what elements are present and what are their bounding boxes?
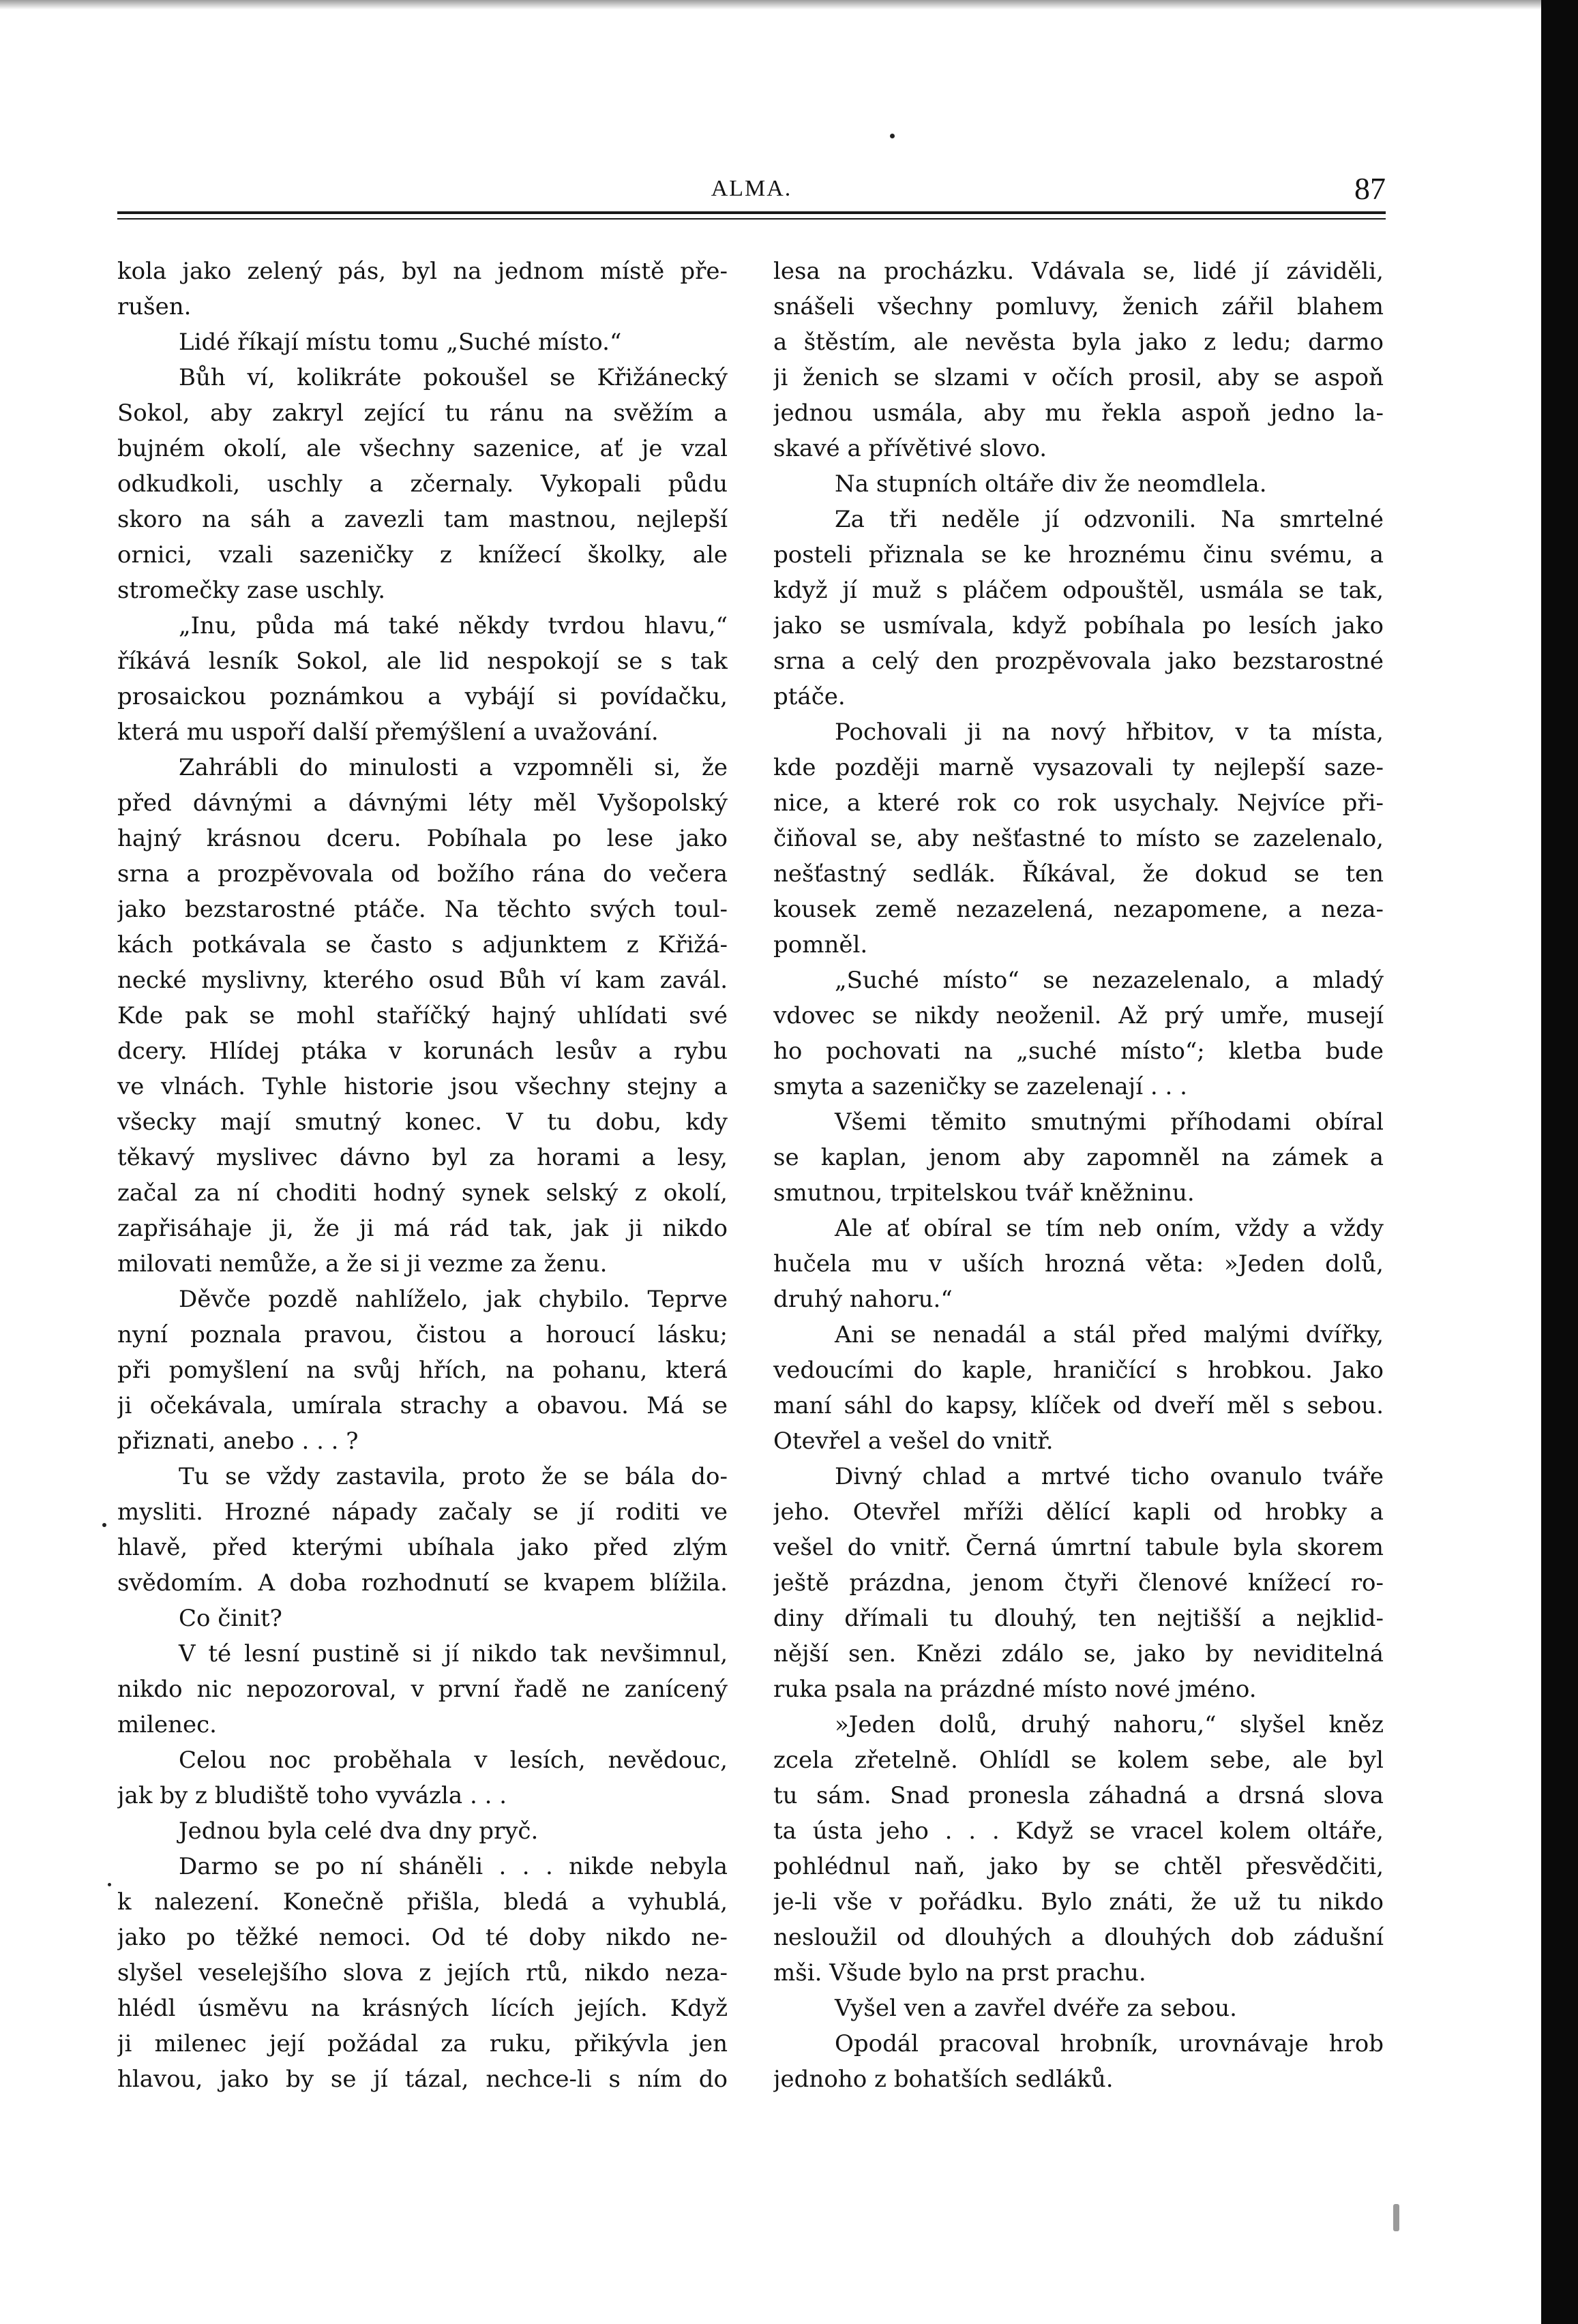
text-line: ji očekávala, umírala strachy a obavou. Má se xyxy=(117,1392,728,1419)
text-line: hlédl úsměvu na krásných lících jejích. Když xyxy=(117,1995,728,2022)
header-rule-thin xyxy=(117,218,1386,220)
text-line: Darmo se po ní sháněli . . . nikde nebyla xyxy=(179,1853,728,1880)
scan-top-edge xyxy=(0,0,1578,10)
text-line: Tu se vždy zastavila, proto že se bála do- xyxy=(179,1463,728,1490)
right-column xyxy=(773,254,1384,2097)
left-column xyxy=(117,254,728,2097)
text-line: Na stupních oltáře div že neomdlela. xyxy=(835,470,1267,498)
text-line: hajný krásnou dceru. Pobíhala po lese jako xyxy=(117,825,728,852)
text-line: Ani se nenadál a stál před malými dvířky, xyxy=(835,1321,1384,1348)
text-line: diny dřímali tu dlouhý, ten nejtišší a nejklid- xyxy=(773,1605,1384,1632)
text-line: pomněl. xyxy=(773,931,868,959)
text-line: Bůh ví, kolikráte pokoušel se Křižánecký xyxy=(179,364,728,391)
text-line: Divný chlad a mrtvé ticho ovanulo tváře xyxy=(835,1463,1384,1490)
text-line: Otevřel a vešel do vnitř. xyxy=(773,1428,1054,1455)
text-line: nější sen. Knězi zdálo se, jako by neviditelná xyxy=(773,1640,1384,1667)
text-line: k nalezení. Konečně přišla, bledá a vyhublá, xyxy=(117,1888,728,1916)
text-line: posteli přiznala se ke hroznému činu svému, a xyxy=(773,541,1384,569)
text-line: se kaplan, jenom aby zapomněl na zámek a xyxy=(773,1144,1384,1171)
scan-speck xyxy=(890,134,895,138)
text-line: jako se usmívala, když pobíhala po lesích jako xyxy=(773,612,1384,639)
text-line: Ale ať obíral se tím neb oním, vždy a vždy xyxy=(835,1215,1384,1242)
text-line: Celou noc proběhala v lesích, nevědouc, xyxy=(179,1747,728,1774)
text-line: při pomyšlení na svůj hřích, na pohanu, která xyxy=(117,1357,728,1384)
text-line: Za tři neděle jí odzvonili. Na smrtelné xyxy=(835,506,1384,533)
text-line: odkudkoli, uschly a zčernaly. Vykopali půdu xyxy=(117,470,728,498)
scan-right-edge xyxy=(1541,0,1578,2324)
text-line: vedoucími do kaple, hraničící s hrobkou. Jako xyxy=(773,1357,1384,1384)
text-line: kousek země nezazelená, nezapomene, a neza- xyxy=(773,896,1384,923)
text-line: ji ženich se slzami v očích prosil, aby se aspoň xyxy=(773,364,1384,391)
text-line: bujném okolí, ale všechny sazenice, ať je vzal xyxy=(117,435,728,462)
text-line: těkavý myslivec dávno byl za horami a lesy, xyxy=(117,1144,728,1171)
text-line: nikdo nic nepozoroval, v první řadě ne zanícený xyxy=(117,1676,728,1703)
text-line: pohlédnul naň, jako by se chtěl přesvědčiti, xyxy=(773,1853,1384,1880)
text-line: srna a prozpěvovala od božího rána do večera xyxy=(117,860,728,888)
text-line: »Jeden dolů, druhý nahoru,“ slyšel kněz xyxy=(835,1711,1384,1738)
text-line: skoro na sáh a zavezli tam mastnou, nejlepší xyxy=(117,506,728,533)
text-line: když jí muž s pláčem odpouštěl, usmála se tak, xyxy=(773,577,1384,604)
text-line: rušen. xyxy=(117,293,192,320)
text-line: lesa na procházku. Vdávala se, lidé jí záviděli, xyxy=(773,258,1384,285)
text-line: jednou usmála, aby mu řekla aspoň jedno la- xyxy=(773,399,1384,427)
text-line: zapřisáhaje ji, že ji má rád tak, jak ji nikdo xyxy=(117,1215,728,1242)
text-line: Opodál pracoval hrobník, urovnávaje hrob xyxy=(835,2030,1384,2057)
text-line: Vyšel ven a zavřel dvéře za sebou. xyxy=(835,1995,1237,2022)
scan-speck xyxy=(102,1523,106,1527)
text-line: jak by z bludiště toho vyvázla . . . xyxy=(117,1782,507,1809)
text-line: smutnou, trpitelskou tvář kněžninu. xyxy=(773,1179,1195,1207)
text-line: Kde pak se mohl staříčký hajný uhlídati své xyxy=(117,1002,728,1029)
text-line: všecky mají smutný konec. V tu dobu, kdy xyxy=(117,1108,728,1136)
text-line: slyšel veselejšího slova z jejích rtů, nikdo neza- xyxy=(117,1959,728,1987)
text-line: nešťastný sedlák. Říkával, že dokud se ten xyxy=(773,860,1384,888)
text-line: Jednou byla celé dva dny pryč. xyxy=(179,1817,539,1845)
text-line: hučela mu v uších hrozná věta: »Jeden dolů, xyxy=(773,1250,1384,1278)
text-line: Lidé říkají místu tomu „Suché místo.“ xyxy=(179,329,622,356)
text-line: necké myslivny, kterého osud Bůh ví kam zavál. xyxy=(117,967,728,994)
text-line: mysliti. Hrozné nápady začaly se jí roditi ve xyxy=(117,1498,728,1526)
header-rule-thick xyxy=(117,211,1386,214)
text-line: mši. Všude bylo na prst prachu. xyxy=(773,1959,1146,1987)
text-line: která mu uspoří další přemýšlení a uvažování. xyxy=(117,719,659,746)
text-line: vešel do vnitř. Černá úmrtní tabule byla skorem xyxy=(773,1534,1384,1561)
text-line: a štěstím, ale nevěsta byla jako z ledu; darmo xyxy=(773,329,1384,356)
text-line: V té lesní pustině si jí nikdo tak nevšimnul, xyxy=(179,1640,728,1667)
text-line: začal za ní choditi hodný synek selský z okolí, xyxy=(117,1179,728,1207)
text-line: hlavě, před kterými ubíhala jako před zlým xyxy=(117,1534,728,1561)
text-line: Co činit? xyxy=(179,1605,282,1632)
text-line: ta ústa jeho . . . Když se vracel kolem oltáře, xyxy=(773,1817,1384,1845)
text-line: milenec. xyxy=(117,1711,217,1738)
text-line: druhý nahoru.“ xyxy=(773,1286,953,1313)
text-line: maní sáhl do kapsy, klíček od dveří měl s sebou. xyxy=(773,1392,1384,1419)
text-line: ještě prázdna, jenom čtyři členové knížecí ro- xyxy=(773,1569,1384,1597)
text-line: je-li vše v pořádku. Bylo znáti, že už tu nikdo xyxy=(773,1888,1384,1916)
text-line: jako bezstarostné ptáče. Na těchto svých toul- xyxy=(117,896,728,923)
text-line: skavé a přívětivé slovo. xyxy=(773,435,1047,462)
text-line: „Suché místo“ se nezazelenalo, a mladý xyxy=(835,967,1384,994)
text-line: ve vlnách. Tyhle historie jsou všechny stejny a xyxy=(117,1073,728,1100)
text-line: čiňoval se, aby nešťastné to místo se zazelenalo, xyxy=(773,825,1384,852)
text-line: nyní poznala pravou, čistou a horoucí lásku; xyxy=(117,1321,728,1348)
scan-speck xyxy=(1393,2204,1399,2231)
text-line: srna a celý den prozpěvovala jako bezstarostné xyxy=(773,648,1384,675)
page-number: 87 xyxy=(1354,171,1386,206)
scan-speck xyxy=(108,1883,111,1886)
text-line: svědomím. A doba rozhodnutí se kvapem blížila. xyxy=(117,1569,728,1597)
text-line: kola jako zelený pás, byl na jednom místě pře- xyxy=(117,258,728,285)
text-line: ptáče. xyxy=(773,683,846,710)
text-line: říkává lesník Sokol, ale lid nespokojí se s tak xyxy=(117,648,728,675)
text-line: jeho. Otevřel mříži dělící kapli od hrobky a xyxy=(773,1498,1384,1526)
text-line: ruka psala na prázdné místo nové jméno. xyxy=(773,1676,1257,1703)
text-line: hlavou, jako by se jí tázal, nechce-li s ním do xyxy=(117,2066,728,2093)
text-line: nice, a které rok co rok usychaly. Nejvíce při- xyxy=(773,789,1384,817)
running-title: ALMA. xyxy=(711,176,792,201)
text-line: Sokol, aby zakryl zející tu ránu na svěžím a xyxy=(117,399,728,427)
text-line: nesloužil od dlouhých a dlouhých dob zádušní xyxy=(773,1924,1384,1951)
text-line: „Inu, půda má také někdy tvrdou hlavu,“ xyxy=(179,612,728,639)
text-line: jednoho z bohatších sedláků. xyxy=(773,2066,1114,2093)
text-line: smyta a sazeničky se zazelenají . . . xyxy=(773,1073,1187,1100)
text-line: Pochovali ji na nový hřbitov, v ta místa, xyxy=(835,719,1384,746)
text-line: přiznati, anebo . . . ? xyxy=(117,1428,359,1455)
text-line: před dávnými a dávnými léty měl Vyšopolský xyxy=(117,789,728,817)
text-line: stromečky zase uschly. xyxy=(117,577,386,604)
text-line: ji milenec její požádal za ruku, přikývla jen xyxy=(117,2030,728,2057)
text-line: Zahrábli do minulosti a vzpomněli si, že xyxy=(179,754,728,781)
text-line: zcela zřetelně. Ohlídl se kolem sebe, ale byl xyxy=(773,1747,1384,1774)
text-line: vdovec se nikdy neoženil. Až prý umře, musejí xyxy=(773,1002,1384,1029)
text-line: milovati nemůže, a že si ji vezme za ženu. xyxy=(117,1250,608,1278)
page-header xyxy=(117,171,1386,217)
text-line: Děvče pozdě nahlíželo, jak chybilo. Teprve xyxy=(179,1286,728,1313)
text-line: ornici, vzali sazeničky z knížecí školky, ale xyxy=(117,541,728,569)
text-line: dcery. Hlídej ptáka v korunách lesův a rybu xyxy=(117,1038,728,1065)
text-line: tu sám. Snad pronesla záhadná a drsná slova xyxy=(773,1782,1384,1809)
text-line: jako po těžké nemoci. Od té doby nikdo ne- xyxy=(117,1924,728,1951)
text-line: ho pochovati na „suché místo“; kletba bude xyxy=(773,1038,1384,1065)
text-line: snášeli všechny pomluvy, ženich zářil blahem xyxy=(773,293,1384,320)
text-line: prosaickou poznámkou a vybájí si povídačku, xyxy=(117,683,728,710)
text-line: kách potkávala se často s adjunktem z Křižá- xyxy=(117,931,728,959)
text-line: Všemi těmito smutnými příhodami obíral xyxy=(835,1108,1384,1136)
text-line: kde později marně vysazovali ty nejlepší saze- xyxy=(773,754,1384,781)
